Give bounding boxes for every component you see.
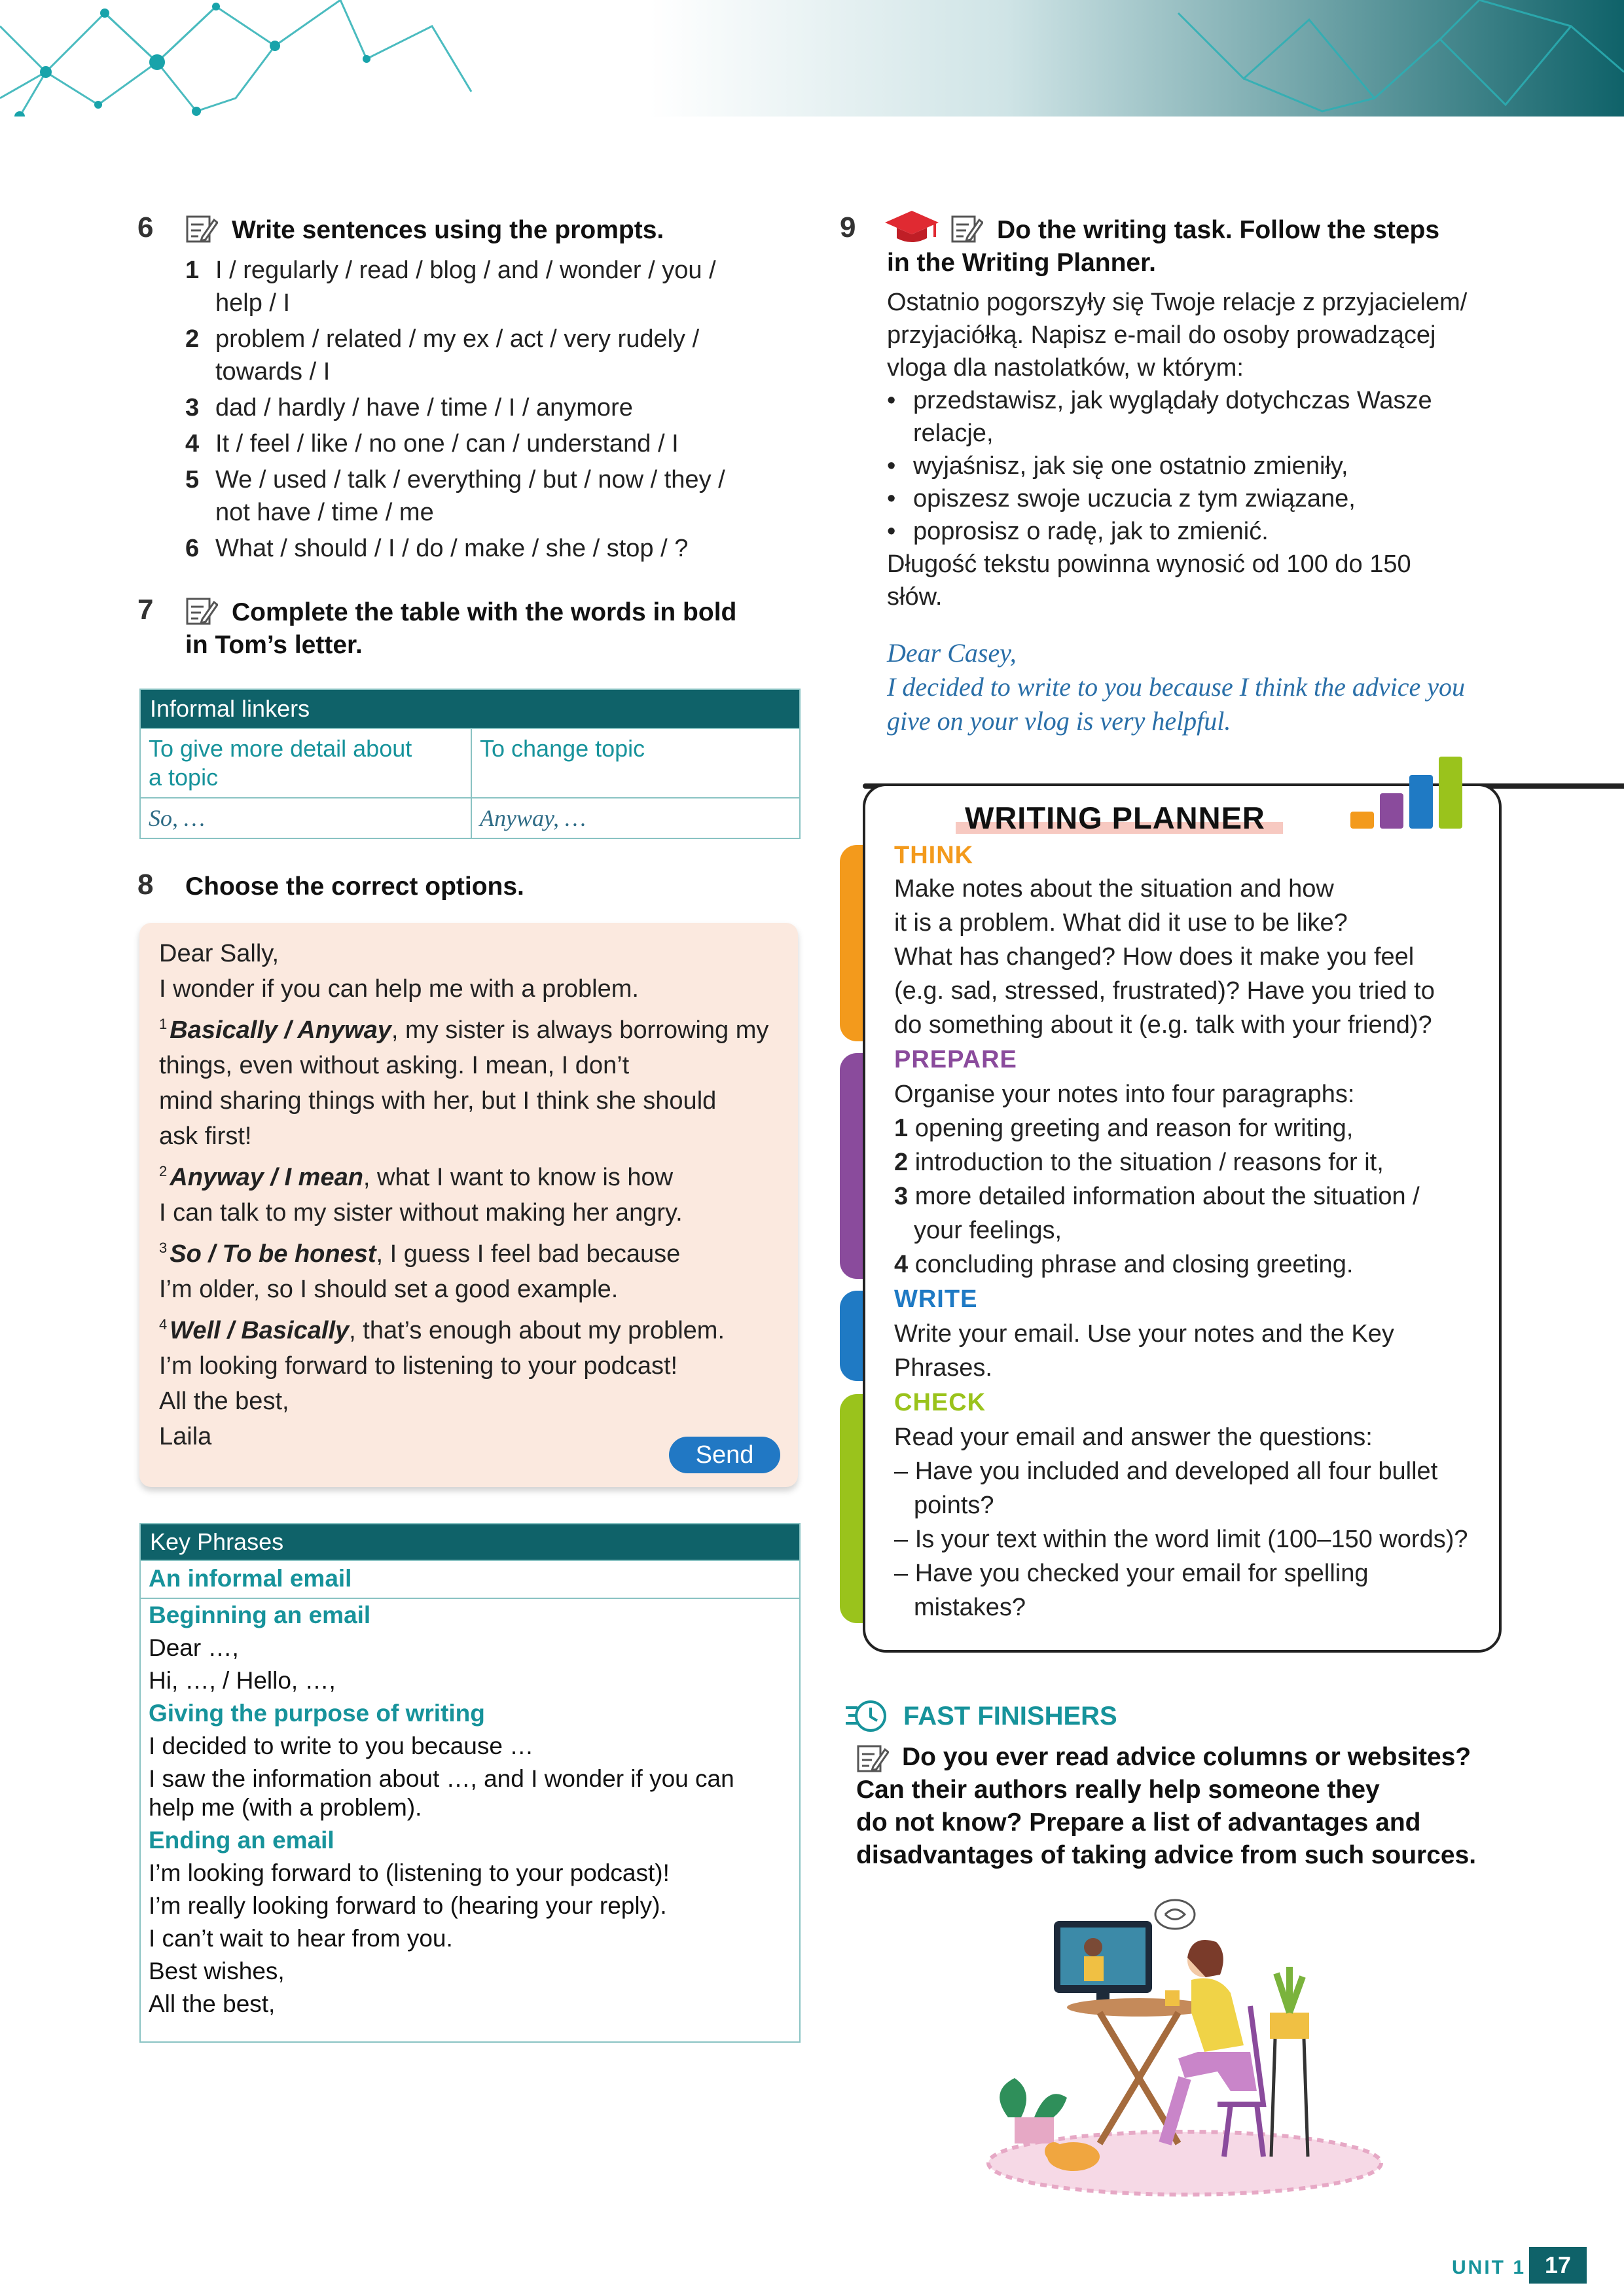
letter-line: I wonder if you can help me with a problem. [159,975,639,1003]
exercise-6-title: Write sentences using the prompts. [232,216,664,244]
letter-text: , my sister is always borrowing my [391,1016,769,1044]
exercise-9-title-line2: in the Writing Planner. [887,249,1156,277]
bullet-text: przedstawisz, jak wyglądały dotychczas Wasze [913,387,1432,414]
letter-line [159,1154,787,1195]
page-number: 17 [1529,2247,1587,2284]
table-column-header [141,729,472,797]
prepare-label: PREPARE [894,1046,1017,1073]
letter-line: I’m older, so I should set a good example. [159,1276,619,1303]
planner-line: your feelings, [914,1217,1062,1244]
gap-number: 4 [159,1316,168,1333]
item-number: 6 [185,535,200,562]
list-item [185,254,794,319]
key-phrase [149,1765,791,1822]
task-bullets [887,384,1528,548]
option-choice[interactable]: Basically / Anyway [170,1016,391,1044]
planner-line [894,1111,1483,1145]
letter-line: Dear Sally, [159,940,280,967]
letter-text: , I guess I feel bad because [376,1240,681,1268]
exercise-8-title: Choose the correct options. [185,872,524,901]
gap-number: 3 [159,1240,168,1256]
planner-line: Make notes about the situation and how [894,875,1334,903]
key-phrase: All the best, [149,1990,276,2017]
task-line: słów. [887,583,943,611]
list-item [185,323,794,388]
key-phrase: I’m really looking forward to (hearing your reply). [149,1892,667,1919]
planner-line [894,1145,1483,1179]
item-text: We / used / talk / everything / but / now / they / [215,466,725,493]
task-line: Ostatnio pogorszyły się Twoje relacje z przyjacielem/ [887,289,1468,316]
letter-line: Laila [159,1423,212,1450]
planner-line: (e.g. sad, stressed, frustrated)? Have you tried to [894,977,1435,1005]
letter-line: I’m looking forward to listening to your podcast! [159,1352,678,1380]
bar-steps-icon [1348,754,1473,833]
send-button[interactable]: Send [669,1437,780,1473]
step-text: opening greeting and reason for writing, [914,1115,1354,1142]
key-phrase: Best wishes, [149,1958,285,1984]
letter-text: , what I want to know is how [363,1164,674,1191]
planner-line: What has changed? How does it make you feel [894,943,1415,971]
letter-text: , that’s enough about my problem. [349,1317,725,1344]
gap-number: 2 [159,1163,168,1179]
task-line: Can their authors really help someone they [856,1776,1380,1804]
planner-line: do something about it (e.g. talk with your friend)? [894,1011,1432,1039]
write-label: WRITE [894,1285,978,1313]
col-header-text: To give more detail about [149,735,412,762]
item-text: help / I [215,289,291,317]
planner-line: points? [914,1492,994,1519]
bullet-text: wyjaśnisz, jak się one ostatnio zmieniły, [913,452,1348,480]
girl-video-call-illustration [969,1895,1388,2202]
item-text: It / feel / like / no one / can / understand / I [215,430,679,457]
think-label: THINK [894,842,974,869]
step-text: concluding phrase and closing greeting. [914,1251,1354,1278]
step-number: 4 [894,1251,909,1278]
exercise-8-number: 8 [137,869,154,901]
task-line: vloga dla nastolatków, w którym: [887,354,1244,382]
planner-line: Organise your notes into four paragraphs: [894,1081,1355,1108]
table-row [141,728,799,797]
letter-line: ask first! [159,1122,252,1150]
option-choice[interactable]: So / To be honest [170,1240,376,1268]
check-label: CHECK [894,1389,986,1416]
exercise-9-title [887,214,1515,279]
planner-line: it is a problem. What did it use to be like? [894,909,1348,937]
planner-line: Read your email and answer the questions: [894,1424,1373,1451]
key-phrases-section: Beginning an email [149,1602,371,1628]
list-item: • przedstawisz, jak wyglądały dotychczas Wasze relacje, [887,387,1432,447]
item-text: I / regularly / read / blog / and / wonder / you / [215,257,716,284]
email-letter-body [159,936,787,1454]
step-number: 1 [894,1115,909,1142]
model-line: give on your vlog is very helpful. [887,706,1231,736]
table-column-header: To change topic [480,735,645,762]
pencil-note-icon [185,213,218,245]
task-line: disadvantages of taking advice from such sources. [856,1841,1477,1869]
exercise-7-number: 7 [137,594,154,626]
key-phrase-text: I saw the information about …, and I wonder if you can [149,1765,734,1792]
list-item [185,427,794,460]
key-phrase: I decided to write to you because … [149,1732,534,1759]
fast-finishers-title: FAST FINISHERS [903,1702,1117,1731]
key-phrases-box [139,1523,801,2043]
clock-timer-icon [844,1697,888,1735]
item-text: dad / hardly / have / time / I / anymore [215,394,633,422]
item-text: not have / time / me [215,499,434,526]
list-item [185,463,794,529]
writing-planner-title: WRITING PLANNER [965,800,1265,835]
task-text: Do you ever read advice columns or websites? [902,1743,1471,1771]
planner-line: Write your email. Use your notes and the Key [894,1320,1394,1348]
key-phrases-subtitle: An informal email [149,1565,352,1592]
model-line: Dear Casey, [887,638,1017,668]
letter-line: things, even without asking. I mean, I don’t [159,1052,630,1079]
task-line [856,1741,1511,1774]
informal-linkers-table [139,689,801,839]
fast-finishers-task [856,1741,1511,1872]
gap-number: 1 [159,1016,168,1032]
table-row [141,797,799,838]
step-number: 2 [894,1149,909,1176]
item-number: 3 [185,394,200,422]
planner-line: Phrases. [894,1354,992,1382]
planner-line [894,1179,1483,1213]
letter-line: I can talk to my sister without making her angry. [159,1199,683,1227]
planner-line: – Is your text within the word limit (100–150 words)? [894,1526,1468,1553]
header-network-banner [0,0,1624,117]
table-cell: So, … [141,798,472,838]
planner-line [894,1247,1483,1282]
step-number: 3 [894,1183,909,1210]
key-phrase: Hi, …, / Hello, …, [149,1667,336,1694]
exercise-6-number: 6 [137,211,154,243]
step-text: introduction to the situation / reasons for it, [914,1149,1384,1176]
planner-line: – Have you checked your email for spelling [894,1560,1369,1587]
exercise-7-title-line1: Complete the table with the words in bold [232,598,737,626]
bullet-text: poprosisz o radę, jak to zmienić. [913,518,1269,545]
list-item: • poprosisz o radę, jak to zmienić. [887,515,1528,548]
item-text: problem / related / my ex / act / very rudely / [215,325,700,353]
option-choice[interactable]: Well / Basically [170,1317,350,1344]
letter-line [159,1307,787,1348]
list-item: • wyjaśnisz, jak się one ostatnio zmieniły, [887,450,1528,482]
key-phrase-text: help me (with a problem). [149,1794,422,1821]
exercise-7-title [185,596,814,662]
exercise-9-number: 9 [840,211,856,243]
table-header: Informal linkers [141,690,799,728]
exercise-6-list [185,254,794,568]
item-number: 4 [185,430,200,457]
item-text: What / should / I / do / make / she / stop / ? [215,535,689,562]
list-item: • opiszesz swoje uczucia z tym związane, [887,482,1528,515]
planner-line: – Have you included and developed all four bullet [894,1458,1438,1485]
key-phrase: Dear …, [149,1634,239,1661]
option-choice[interactable]: Anyway / I mean [170,1164,363,1191]
list-item [185,391,794,424]
key-phrases-section: Ending an email [149,1827,334,1854]
planner-line: mistakes? [914,1594,1026,1621]
letter-line: All the best, [159,1388,289,1415]
model-line: I decided to write to you because I think the advice you [887,672,1466,702]
unit-label: UNIT 1 [1452,2257,1526,2278]
bullet-text: opiszesz swoje uczucia z tym związane, [913,485,1356,512]
key-phrases-header: Key Phrases [141,1524,799,1560]
step-text: more detailed information about the situation / [914,1183,1420,1210]
bullet-text: relacje, [913,420,994,447]
writing-task-instructions [887,286,1528,613]
task-line: do not know? Prepare a list of advantages and [856,1808,1421,1837]
item-number: 2 [185,325,200,353]
task-line: Długość tekstu powinna wynosić od 100 do 150 [887,550,1411,578]
exercise-9-title-line1: Do the writing task. Follow the steps [997,216,1440,244]
task-line: przyjaciółką. Napisz e-mail do osoby prowadzącej [887,321,1436,349]
key-phrase: I’m looking forward to (listening to your podcast)! [149,1859,670,1886]
letter-line: mind sharing things with her, but I think she should [159,1087,717,1115]
email-letter-card [139,923,798,1487]
list-item [185,532,794,565]
col-header-text: a topic [149,764,219,791]
table-cell: Anyway, … [480,805,586,831]
key-phrase: I can’t wait to hear from you. [149,1925,453,1952]
item-number: 1 [185,257,200,284]
exercise-7-title-line2: in Tom’s letter. [185,631,363,659]
letter-line [159,1007,787,1048]
planner-content [894,839,1483,1624]
model-text [887,636,1542,738]
letter-line [159,1230,787,1272]
key-phrases-section: Giving the purpose of writing [149,1700,485,1727]
item-number: 5 [185,466,200,493]
item-text: towards / I [215,358,331,386]
